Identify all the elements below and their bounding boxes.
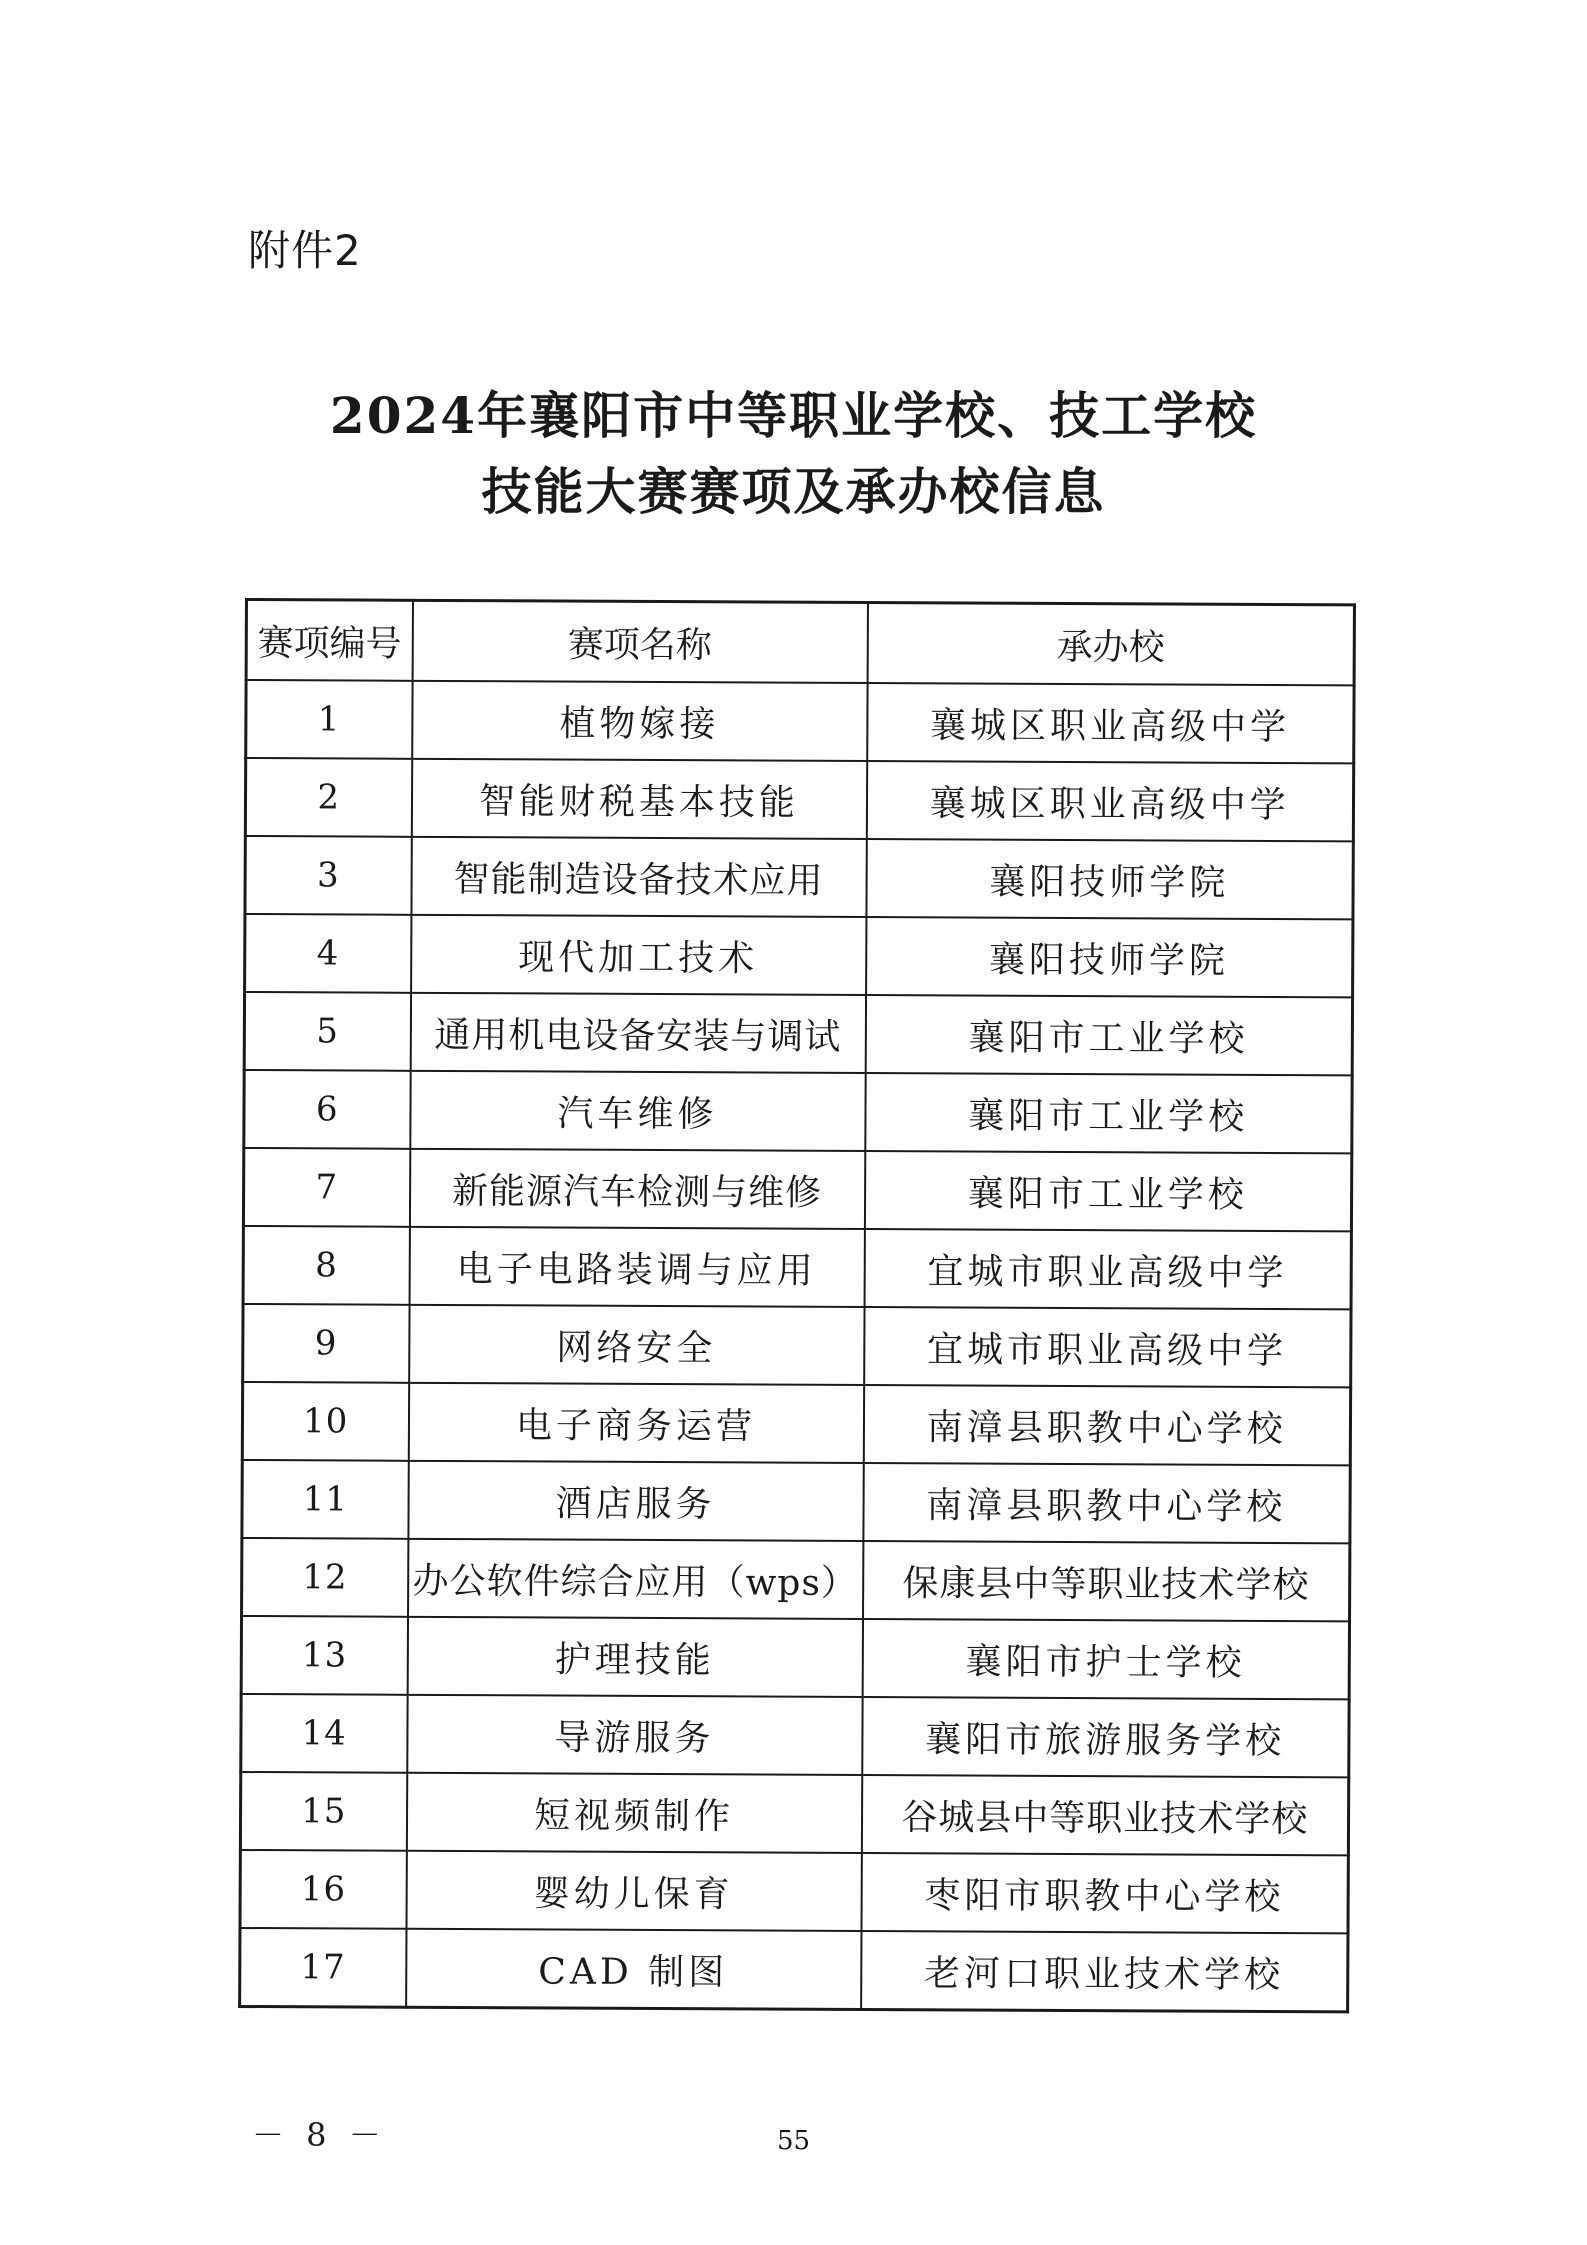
event-number: 6 (244, 1070, 410, 1149)
event-number: 16 (240, 1850, 406, 1929)
event-name: 婴幼儿保育 (406, 1851, 861, 1931)
host-school: 南漳县职教中心学校 (863, 1463, 1350, 1543)
event-number: 17 (240, 1928, 406, 2007)
table-row (241, 1616, 1349, 1699)
host-school: 襄阳市工业学校 (864, 1151, 1351, 1231)
event-number: 3 (245, 836, 411, 915)
document-title-line1: 2024年襄阳市中等职业学校、技工学校 (329, 386, 1258, 445)
host-school: 谷城县中等职业技术学校 (861, 1775, 1348, 1855)
host-school: 宜城市职业高级中学 (864, 1229, 1351, 1309)
event-name: 智能财税基本技能 (411, 759, 866, 839)
event-name: 汽车维修 (410, 1071, 865, 1151)
event-number: 5 (244, 992, 410, 1071)
event-name: 新能源汽车检测与维修 (409, 1149, 864, 1229)
host-school: 襄阳技师学院 (866, 839, 1353, 919)
event-number: 2 (245, 758, 411, 837)
page-marker: － 8 － (252, 2116, 387, 2154)
table-row (242, 1382, 1350, 1465)
event-number: 12 (242, 1538, 408, 1617)
table-row (240, 1928, 1348, 2012)
table-row (242, 1538, 1350, 1621)
event-name: 护理技能 (407, 1617, 862, 1697)
table-row (245, 758, 1353, 841)
table-row (243, 1148, 1351, 1231)
event-number: 9 (243, 1304, 409, 1383)
event-name: 电子商务运营 (408, 1383, 863, 1463)
events-table (238, 598, 1356, 2013)
host-school: 襄阳市旅游服务学校 (862, 1697, 1349, 1777)
table-row (240, 1850, 1348, 1933)
event-name: 植物嫁接 (412, 681, 867, 761)
event-name: 智能制造设备技术应用 (411, 837, 866, 917)
event-name: 通用机电设备安装与调试 (410, 993, 865, 1073)
event-name: 短视频制作 (406, 1773, 861, 1853)
event-number: 10 (242, 1382, 408, 1461)
host-school: 老河口职业技术学校 (861, 1931, 1348, 2012)
event-number: 4 (245, 914, 411, 993)
event-number: 11 (242, 1460, 408, 1539)
event-name: 酒店服务 (408, 1461, 863, 1541)
host-school: 宜城市职业高级中学 (864, 1307, 1351, 1387)
table-row (244, 992, 1352, 1075)
host-school: 襄阳市护士学校 (862, 1619, 1349, 1699)
host-school: 襄阳市工业学校 (865, 995, 1352, 1075)
table-row (243, 1226, 1351, 1309)
event-name: 办公软件综合应用（wps） (408, 1539, 863, 1619)
table-header-row (246, 600, 1354, 686)
host-school: 保康县中等职业技术学校 (863, 1541, 1350, 1621)
host-school: 襄城区职业高级中学 (867, 683, 1354, 763)
event-name: 电子电路装调与应用 (409, 1227, 864, 1307)
attachment-label: 附件2 (248, 226, 362, 275)
header-event-name: 赛项名称 (412, 600, 867, 683)
host-school: 襄城区职业高级中学 (866, 761, 1353, 841)
table-row (246, 680, 1354, 763)
event-number: 14 (241, 1694, 407, 1773)
header-event-number: 赛项编号 (246, 600, 412, 681)
table-row (245, 914, 1353, 997)
event-name: 网络安全 (409, 1305, 864, 1385)
event-number: 15 (240, 1772, 406, 1851)
table-row (241, 1694, 1349, 1777)
host-school: 南漳县职教中心学校 (863, 1385, 1350, 1465)
event-number: 1 (246, 680, 412, 759)
header-host-school: 承办校 (867, 603, 1354, 686)
table-row (240, 1772, 1348, 1855)
host-school: 襄阳市工业学校 (865, 1073, 1352, 1153)
event-number: 8 (243, 1226, 409, 1305)
event-name: 导游服务 (407, 1695, 862, 1775)
event-number: 7 (243, 1148, 409, 1227)
host-school: 襄阳技师学院 (866, 917, 1353, 997)
table-row (242, 1460, 1350, 1543)
event-name: CAD 制图 (406, 1929, 861, 2010)
document-title-line2: 技能大赛赛项及承办校信息 (481, 462, 1106, 521)
table-row (244, 1070, 1352, 1153)
table-row (243, 1304, 1351, 1387)
table-row (245, 836, 1353, 919)
host-school: 枣阳市职教中心学校 (861, 1853, 1348, 1933)
event-name: 现代加工技术 (411, 915, 866, 995)
event-number: 13 (241, 1616, 407, 1695)
page-number: 55 (776, 2126, 811, 2156)
